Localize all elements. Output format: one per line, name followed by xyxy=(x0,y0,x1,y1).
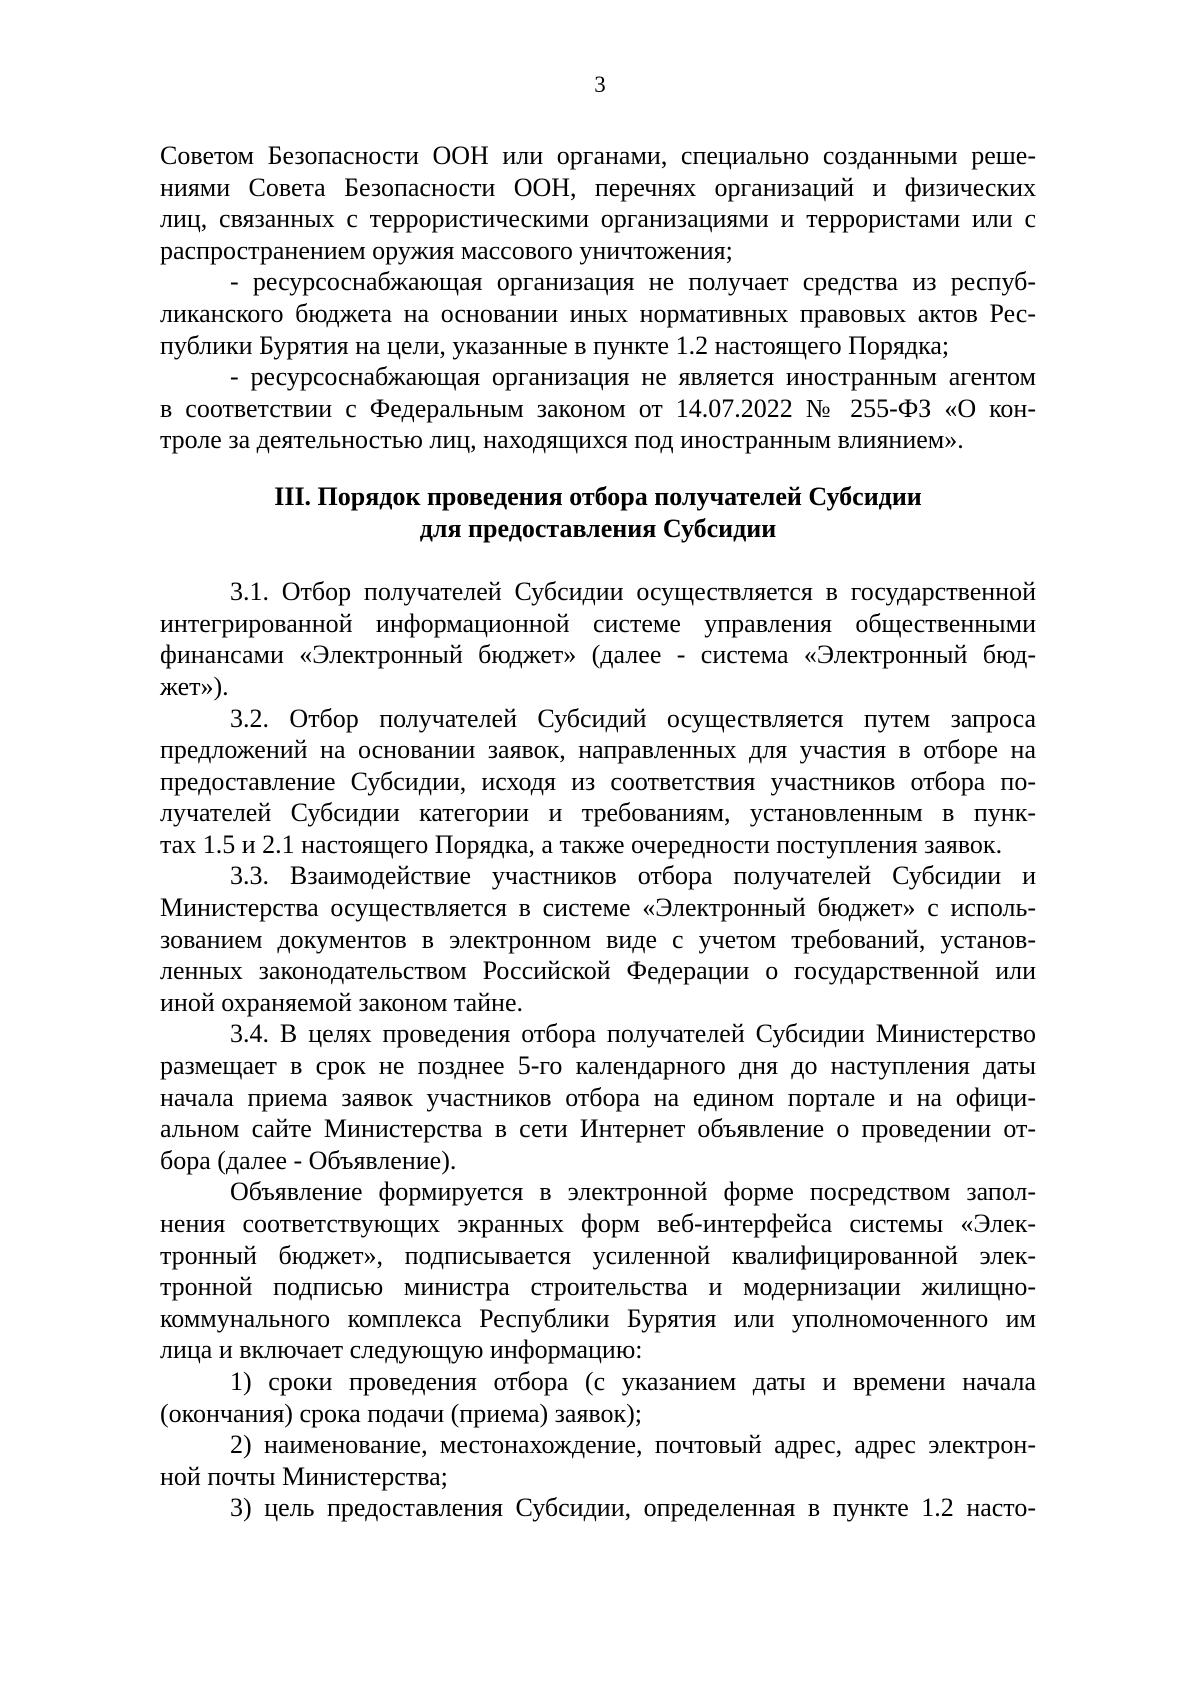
paragraph-no-other-funds xyxy=(160,266,1036,361)
paragraph-un-sanctions xyxy=(160,140,1036,266)
text-line: в соответствии с Федеральным законом от 14.07.2022 № 255-ФЗ «О кон- xyxy=(160,393,1036,423)
text-line: тронный бюджет», подписывается усиленной квалифицированной элек- xyxy=(160,1240,1036,1270)
text-line: начала приема заявок участников отбора на едином портале и на офици- xyxy=(160,1082,1036,1112)
text-line: ликанского бюджета на основании иных нормативных правовых актов Рес- xyxy=(160,298,1036,328)
text-line: Советом Безопасности ООН или органами, специально созданными реше- xyxy=(160,141,1036,170)
text-line: - ресурсоснабжающая организация не является иностранным агентом xyxy=(230,362,1036,392)
text-line: 3.3. Взаимодействие участников отбора получателей Субсидии и xyxy=(230,861,1036,891)
text-line: тронной подписью министра строительства и модернизации жилищно- xyxy=(160,1272,1036,1302)
text-line: распространением оружия массового уничтожения; xyxy=(160,235,733,265)
text-line: - ресурсоснабжающая организация не получает средства из респуб- xyxy=(230,267,1036,297)
text-line: Объявление формируется в электронной форме посредством запол- xyxy=(230,1177,1036,1207)
text-line: 3) цель предоставления Субсидии, определенная в пункте 1.2 насто- xyxy=(230,1493,1036,1523)
text-line: интегрированной информационной системе управления общественными xyxy=(160,608,1036,638)
section-heading-line: III. Порядок проведения отбора получателей Субсидии xyxy=(274,481,922,511)
text-line: лучателей Субсидии категории и требованиям, установленным в пунк- xyxy=(160,798,1036,828)
text-line: лица и включает следующую информацию: xyxy=(160,1335,643,1365)
text-line: троле за деятельностью лиц, находящихся под иностранным влиянием». xyxy=(160,425,964,455)
text-line: лиц, связанных с террористическими организациями и террористами или с xyxy=(160,204,1036,234)
text-line: финансами «Электронный бюджет» (далее - система «Электронный бюд- xyxy=(160,640,1036,670)
text-line: нения соответствующих экранных форм веб-интерфейса системы «Элек- xyxy=(160,1209,1036,1238)
text-line: публики Бурятия на цели, указанные в пункте 1.2 настоящего Порядка; xyxy=(160,330,950,360)
text-line: предложений на основании заявок, направленных для участия в отборе на xyxy=(160,735,1036,765)
text-line: размещает в срок не позднее 5-го календарного дня до наступления даты xyxy=(160,1051,1036,1081)
text-line: ниями Совета Безопасности ООН, перечнях организаций и физических xyxy=(160,172,1036,202)
list-item-1 xyxy=(160,1366,1036,1429)
text-line: ной почты Министерства; xyxy=(160,1461,448,1491)
text-line: бора (далее - Объявление). xyxy=(160,1145,457,1175)
text-line: коммунального комплекса Республики Бурятия или уполномоченного им xyxy=(160,1303,1036,1333)
text-line: 3.2. Отбор получателей Субсидий осуществляется путем запроса xyxy=(230,703,1036,733)
text-line: (окончания) срока подачи (приема) заявок); xyxy=(160,1398,643,1428)
text-line: альном сайте Министерства в сети Интернет объявление о проведении от- xyxy=(160,1114,1036,1144)
paragraph-announcement xyxy=(160,1176,1036,1366)
text-line: тах 1.5 и 2.1 настоящего Порядка, а также очередности поступления заявок. xyxy=(160,829,1003,859)
paragraph-3-2 xyxy=(160,703,1036,861)
paragraph-3-1 xyxy=(160,576,1036,702)
text-line: зованием документов в электронном виде с учетом требований, установ- xyxy=(160,924,1036,954)
paragraph-3-4 xyxy=(160,1018,1036,1176)
text-line: 1) сроки проведения отбора (с указанием даты и времени начала xyxy=(230,1366,1036,1396)
text-line: иной охраняемой законом тайне. xyxy=(160,987,523,1017)
section-heading-line: для предоставления Субсидии xyxy=(419,513,777,543)
page-number: 3 xyxy=(594,72,606,97)
text-line: ленных законодательством Российской Федерации о государственной или xyxy=(160,956,1036,986)
text-line: жет»). xyxy=(160,671,229,701)
text-line: Министерства осуществляется в системе «Электронный бюджет» с исполь- xyxy=(160,893,1036,923)
text-line: 3.1. Отбор получателей Субсидии осуществляется в государственной xyxy=(230,577,1036,607)
paragraph-not-foreign-agent xyxy=(160,361,1036,456)
list-item-2 xyxy=(160,1429,1036,1492)
text-line: предоставление Субсидии, исходя из соответствия участников отбора по- xyxy=(160,766,1036,796)
document-body xyxy=(160,140,1036,1524)
text-line: 2) наименование, местонахождение, почтовый адрес, адрес электрон- xyxy=(230,1430,1036,1460)
section-heading xyxy=(160,481,1036,544)
paragraph-3-3 xyxy=(160,860,1036,1018)
text-line: 3.4. В целях проведения отбора получателей Субсидии Министерство xyxy=(230,1019,1036,1049)
list-item-3 xyxy=(160,1492,1036,1524)
